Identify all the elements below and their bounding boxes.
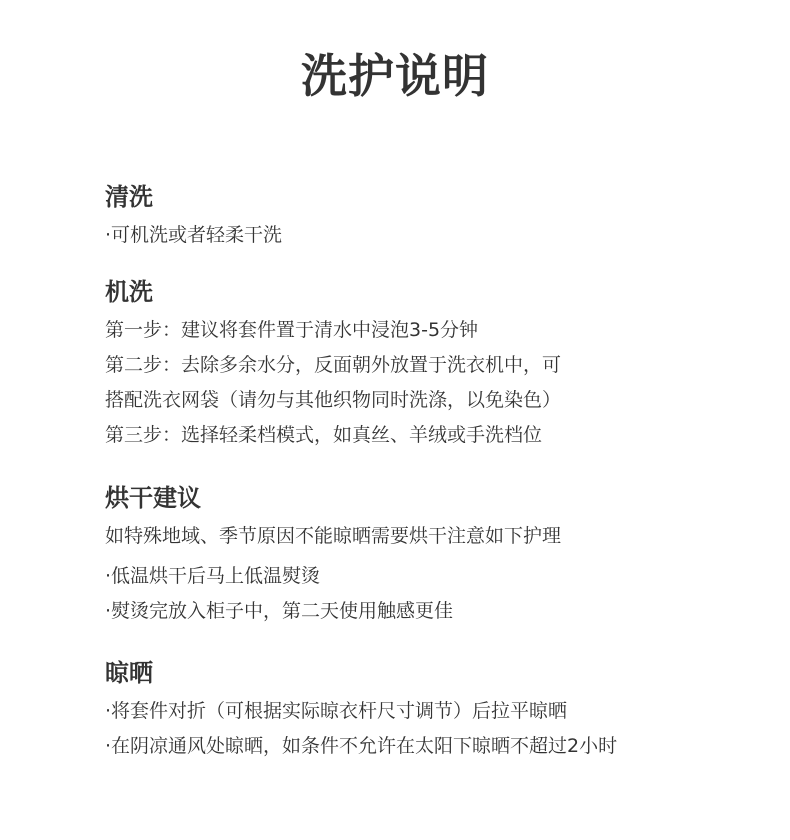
machine-step-2: 第二步：去除多余水分，反面朝外放置于洗衣机中，可 [105, 354, 562, 376]
section-heading-machine-wash: 机洗 [105, 278, 153, 306]
section-heading-wash: 清洗 [105, 183, 153, 211]
air-drying-line-2: ·在阴凉通风处晾晒，如条件不允许在太阳下晾晒不超过2小时 [105, 735, 618, 757]
drying-line-1: ·低温烘干后马上低温熨烫 [105, 565, 321, 587]
air-drying-line-1: ·将套件对折（可根据实际晾衣杆尺寸调节）后拉平晾晒 [105, 700, 568, 722]
wash-line-1: ·可机洗或者轻柔干洗 [105, 224, 283, 246]
machine-step-2-continued: 搭配洗衣网袋（请勿与其他织物同时洗涤，以免染色） [105, 389, 562, 411]
section-air-drying [105, 656, 725, 764]
machine-step-1: 第一步：建议将套件置于清水中浸泡3-5分钟 [105, 319, 479, 341]
section-drying [105, 481, 725, 629]
section-heading-drying: 烘干建议 [105, 484, 201, 512]
section-machine-wash [105, 275, 725, 453]
page-title: 洗护说明 [301, 49, 489, 103]
section-wash [105, 180, 725, 253]
drying-line-2: ·熨烫完放入柜子中，第二天使用触感更佳 [105, 600, 454, 622]
section-heading-air-drying: 晾晒 [105, 659, 153, 687]
machine-step-3: 第三步：选择轻柔档模式，如真丝、羊绒或手洗档位 [105, 424, 543, 446]
drying-intro: 如特殊地域、季节原因不能晾晒需要烘干注意如下护理 [105, 525, 562, 547]
